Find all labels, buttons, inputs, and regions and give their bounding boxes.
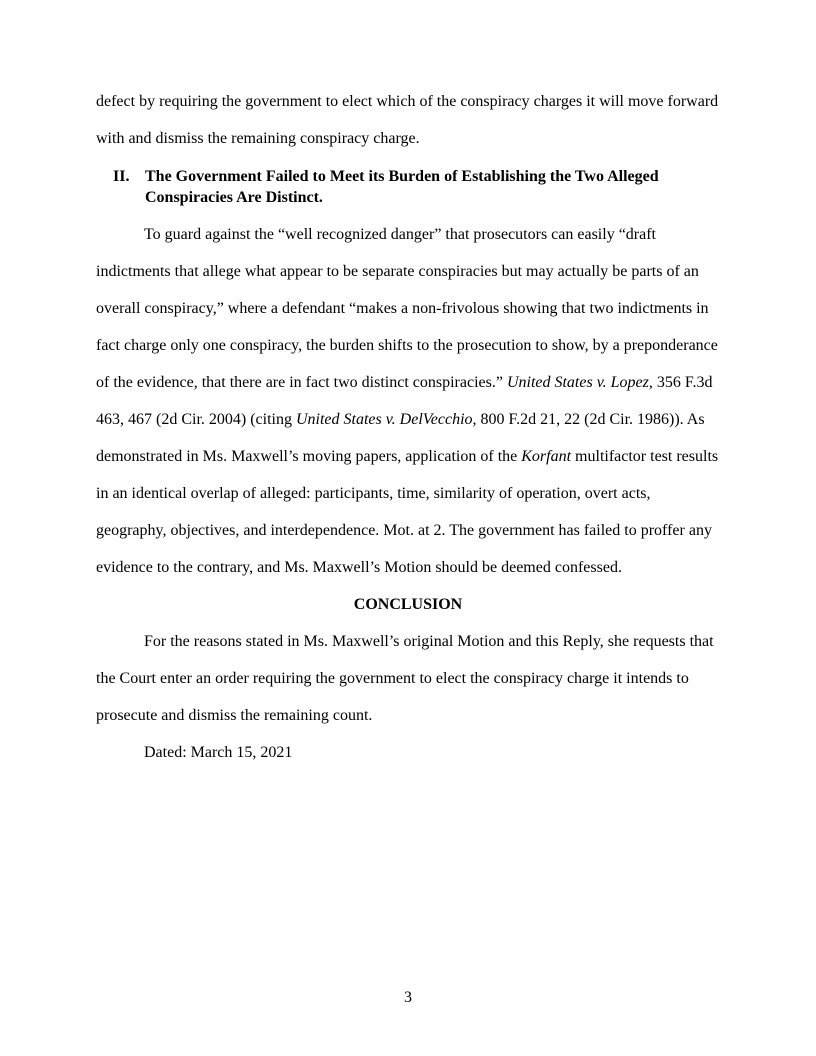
paragraph-continuation: defect by requiring the government to elect which of the conspiracy charges it will move forward with and dismiss the remaining conspiracy charge. (96, 93, 719, 147)
section-heading-text: The Government Failed to Meet its Burden of Establishing the Two Alleged Conspiracies Are Distinct. (145, 168, 659, 206)
section-heading-number: II. (113, 168, 130, 185)
text-segment: multifactor test results in an identical overlap of alleged: participants, time, similarity of operation, overt acts, geography, objectives, and interdependence. Mot. at 2. The government has failed to proffer any evidence to the contrary, and Ms. Maxwell’s Motion should be deemed confessed. (96, 448, 719, 576)
dated-line: Dated: March 15, 2021 (144, 744, 293, 761)
paragraph-conclusion: For the reasons stated in Ms. Maxwell’s original Motion and this Reply, she requests that the Court enter an order requiring the government to elect the conspiracy charge it intends to prosecute and dismiss the remaining count. (96, 633, 714, 724)
case-citation-text: United States v. DelVecchio (295, 411, 473, 428)
text-segment: , 356 F.3d 463, 467 (2d Cir. 2004) (citing (96, 374, 713, 428)
case-citation-text: United States v. Lopez (506, 374, 649, 391)
conclusion-heading: CONCLUSION (353, 596, 463, 613)
text-segment: To guard against the “well recognized danger” that prosecutors can easily “draft indictments that allege what appear to be separate conspiracies but may actually be parts of an overall conspiracy,” where a defendant “makes a non-frivolous showing that two indictments in fact charge only one conspiracy, the burden shifts to the prosecution to show, by a preponderance of the evidence, that there are in fact two distinct conspiracies.” (96, 226, 718, 391)
section-heading (96, 166, 720, 208)
page-number: 3 (404, 989, 412, 1006)
case-citation-text: Korfant (521, 448, 572, 465)
text-segment: , 800 F.2d 21, 22 (2d Cir. 1986)). As demonstrated in Ms. Maxwell’s moving papers, application of the (96, 411, 705, 465)
paragraph-argument (96, 216, 720, 586)
